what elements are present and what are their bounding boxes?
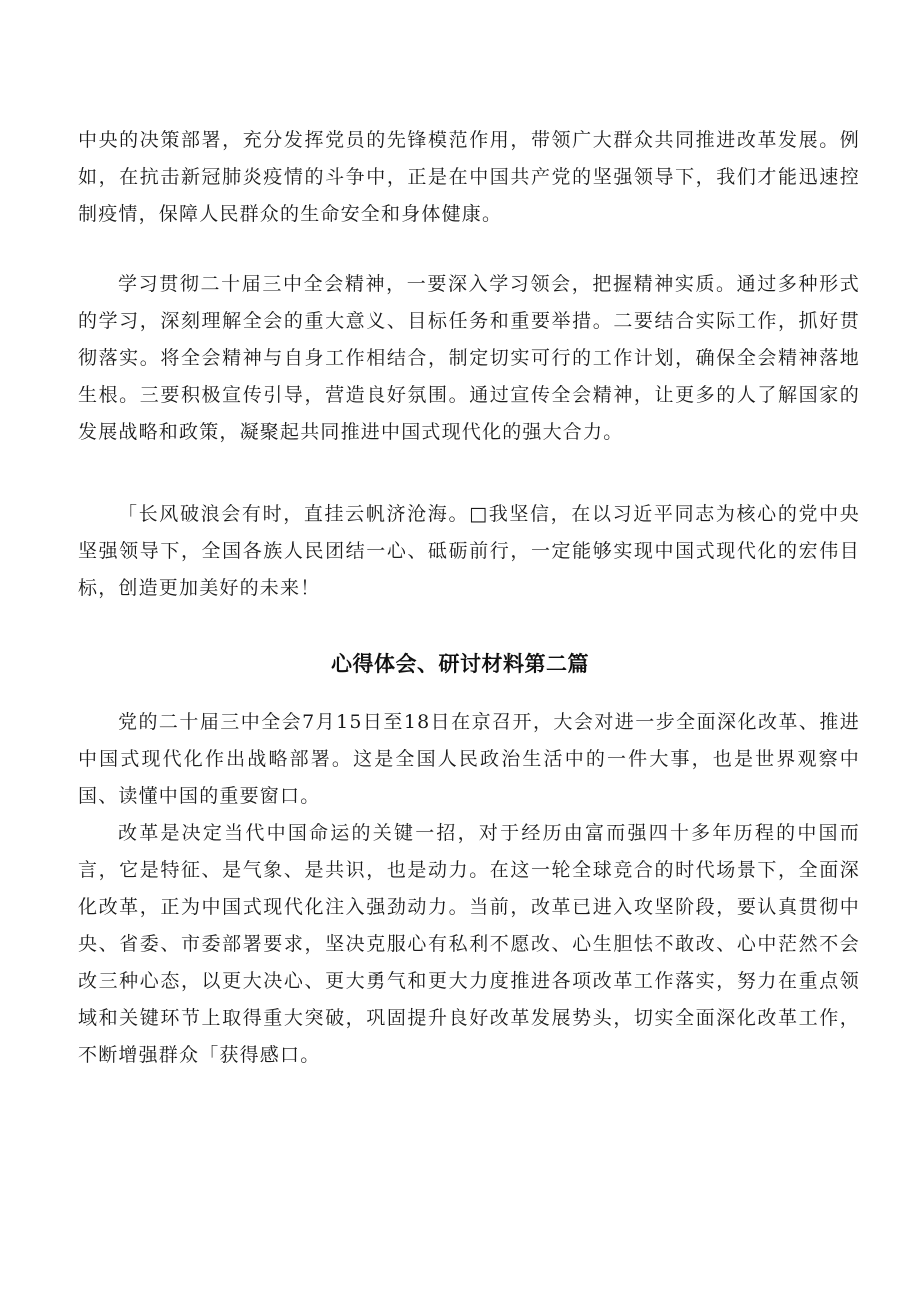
section-title: 心得体会、研讨材料第二篇: [331, 652, 589, 676]
paragraph-continuation: 中央的决策部署，充分发挥党员的先锋模范作用，带领广大群众共同推进改革发展。例如，在抗击新冠肺炎疫情的斗争中，正是在中国共产党的坚强领导下，我们才能迅速控制疫情，保障人民群众的生命安全和身体健康。: [78, 129, 860, 225]
paragraph-reform-body: 改革是决定当代中国命运的关键一招，对于经历由富而强四十多年历程的中国而言，它是特征、是气象、是共识，也是动力。在这一轮全球竞合的时代场景下，全面深化改革，正为中国式现代化注入强劲动力。当前，改革已进入攻坚阶段，要认真贯彻中央、省委、市委部署要求，坚决克服心有私利不愿改、心生胆怯不敢改、心中茫然不会改三种心态，以更大决心、更大勇气和更大力度推进各项改革工作落实，努力在重点领域和关键环节上取得重大突破，巩固提升良好改革发展势头，切实全面深化改革工作，不断增强群众「获得感口。: [78, 822, 860, 1066]
paragraph-plenary-intro: 党的二十届三中全会7月15日至18日在京召开，大会对进一步全面深化改革、推进中国式现代化作出战略部署。这是全国人民政治生活中的一件大事，也是世界观察中国、读懂中国的重要窗口。: [78, 711, 860, 807]
paragraph-study-measures: 学习贯彻二十届三中全会精神，一要深入学习领会，把握精神实质。通过多种形式的学习，深刻理解全会的重大意义、目标任务和重要举措。二要结合实际工作，抓好贯彻落实。将全会精神与自身工作相结合，制定切实可行的工作计划，确保全会精神落地生根。三要积极宣传引导，营造良好氛围。通过宣传全会精神，让更多的人了解国家的发展战略和政策，凝聚起共同推进中国式现代化的强大合力。: [78, 273, 860, 443]
paragraph-closing-quote: 「长风破浪会有时，直挂云帆济沧海。□我坚信，在以习近平同志为核心的党中央坚强领导下，全国各族人民团结一心、砥砺前行，一定能够实现中国式现代化的宏伟目标，创造更加美好的未来！: [78, 503, 860, 599]
